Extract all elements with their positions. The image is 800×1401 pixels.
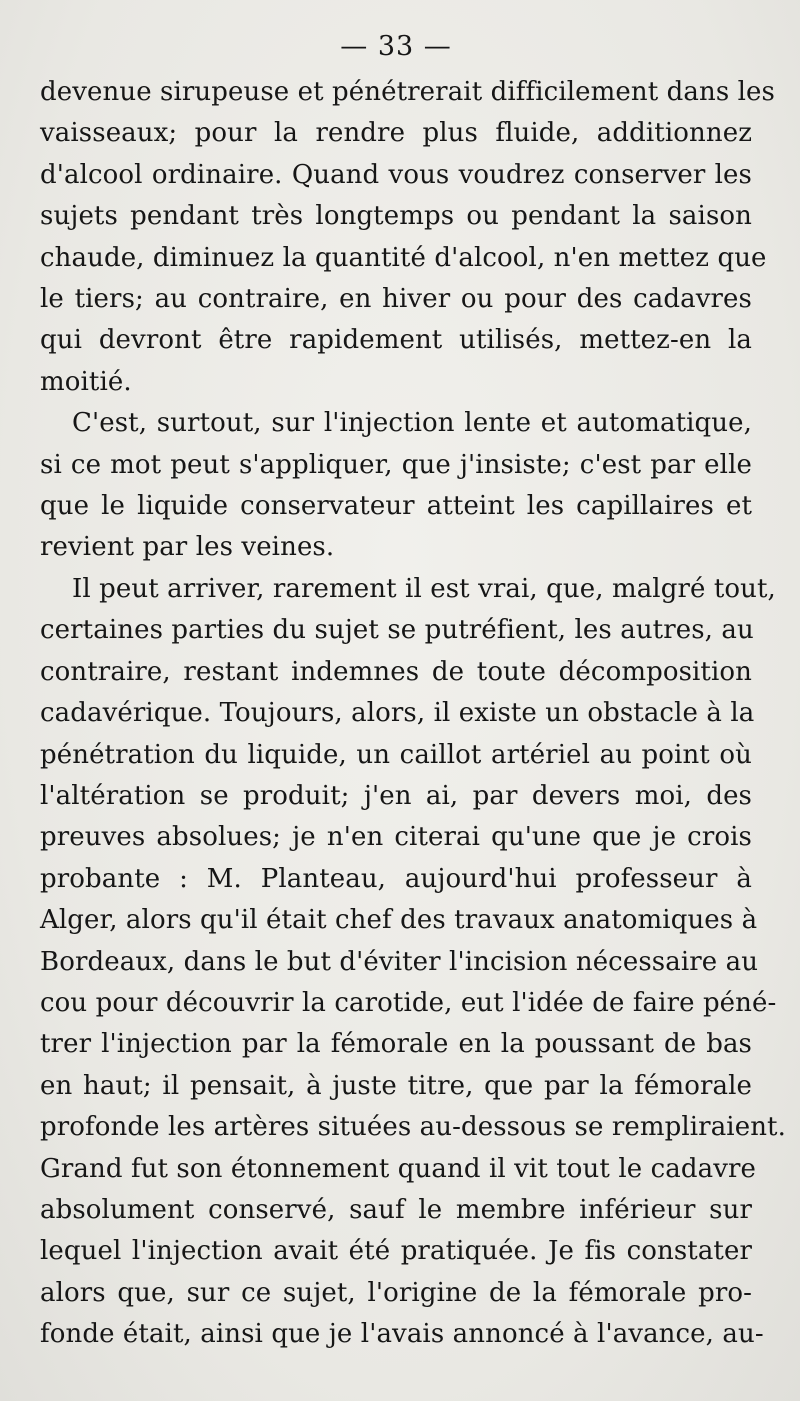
text-line: d'alcool ordinaire. Quand vous voudrez conserver les	[40, 159, 752, 190]
text-line: fonde était, ainsi que je l'avais annoncé à l'avance, au-	[40, 1319, 764, 1350]
text-line: preuves absolues; je n'en citerai qu'une que je crois	[40, 822, 752, 853]
text-line: alors que, sur ce sujet, l'origine de la fémorale pro-	[40, 1277, 752, 1308]
text-line: probante : M. Planteau, aujourd'hui professeur à	[40, 863, 752, 894]
text-line: lequel l'injection avait été pratiquée. Je fis constater	[40, 1236, 752, 1267]
text-line: cou pour découvrir la carotide, eut l'idée de faire péné-	[40, 987, 777, 1018]
text-line: l'altération se produit; j'en ai, par devers moi, des	[40, 780, 752, 811]
text-line: absolument conservé, sauf le membre inférieur sur	[40, 1194, 752, 1225]
text-line: chaude, diminuez la quantité d'alcool, n'en mettez que	[40, 242, 767, 273]
text-line: revient par les veines.	[40, 532, 335, 563]
text-line: certaines parties du sujet se putréfient, les autres, au	[40, 615, 754, 646]
text-line: le tiers; au contraire, en hiver ou pour des cadavres	[40, 284, 752, 315]
text-line: que le liquide conservateur atteint les capillaires et	[40, 491, 752, 522]
text-line: en haut; il pensait, à juste titre, que par la fémorale	[40, 1070, 752, 1101]
text-line: pénétration du liquide, un caillot artériel au point où	[40, 739, 752, 770]
text-line: moitié.	[40, 366, 132, 397]
paragraph-2	[40, 403, 752, 569]
page-number: — 33 —	[340, 31, 452, 62]
text-line: Grand fut son étonnement quand il vit tout le cadavre	[40, 1153, 756, 1184]
text-line: cadavérique. Toujours, alors, il existe un obstacle à la	[40, 698, 755, 729]
text-line: sujets pendant très longtemps ou pendant la saison	[40, 201, 752, 232]
text-line: profonde les artères situées au-dessous se rempliraient.	[40, 1112, 786, 1143]
text-line: Alger, alors qu'il était chef des travaux anatomiques à	[40, 905, 758, 936]
text-line: Bordeaux, dans le but d'éviter l'incision nécessaire au	[40, 946, 759, 977]
text-line: Il peut arriver, rarement il est vrai, que, malgré tout,	[72, 573, 776, 604]
text-line: vaisseaux; pour la rendre plus fluide, additionnez	[40, 118, 752, 149]
text-line: devenue sirupeuse et pénétrerait difficilement dans les	[40, 77, 775, 107]
text-line: C'est, surtout, sur l'injection lente et automatique,	[72, 408, 752, 439]
paragraph-3	[40, 569, 786, 1356]
text-line: si ce mot peut s'appliquer, que j'insiste; c'est par elle	[40, 449, 752, 480]
text-line: trer l'injection par la fémorale en la poussant de bas	[40, 1029, 752, 1060]
paragraph-1	[40, 72, 775, 403]
text-line: contraire, restant indemnes de toute décomposition	[40, 656, 752, 687]
text-line: qui devront être rapidement utilisés, mettez-en la	[40, 325, 752, 356]
